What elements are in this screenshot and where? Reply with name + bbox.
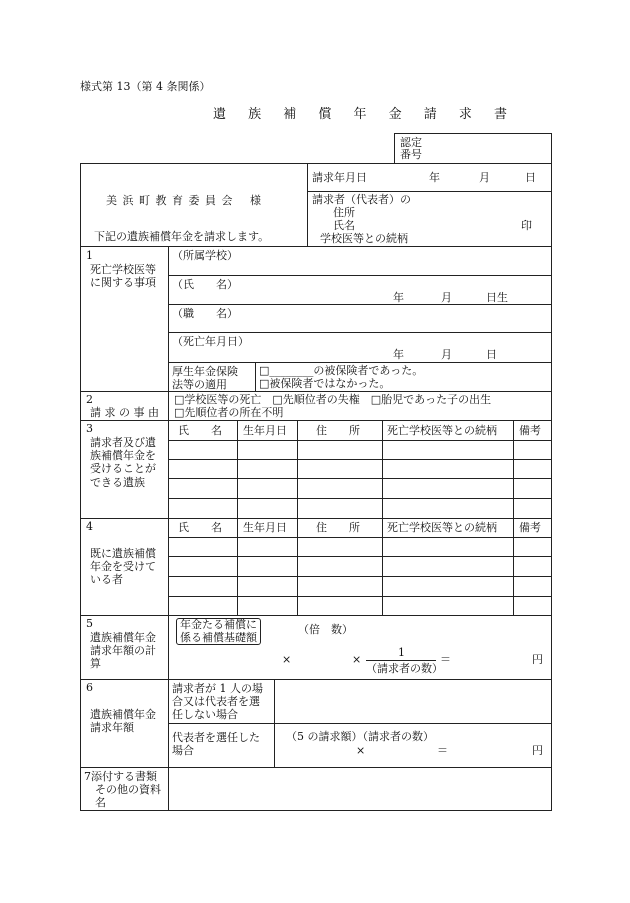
request-date-field[interactable] [370,166,549,188]
section3-title: 請求者及び遺 族補償年金を 受けることが できる遺族 [90,436,156,489]
equals-sign-5: ＝ [440,653,451,666]
form-label: 様式第 13（第 4 条関係） [80,80,211,93]
annual-amount-field[interactable] [455,650,525,670]
document-title: 遺 族 補 償 年 金 請 求 書 [213,107,517,122]
s4-header-name: 氏 名 [178,521,222,534]
job-field[interactable] [240,307,545,329]
multiplier-label: （倍 数） [298,623,353,636]
representative-formula: （5 の請求額）（請求者の数） [286,730,434,743]
section5-title: 遺族補償年金 請求年額の計 算 [90,631,156,671]
address-label: 住所 [333,206,355,219]
times-sign-6: × [356,744,366,757]
section3-number: 3 [86,422,93,435]
date-day: 日 [525,171,536,184]
reason-options-line2[interactable]: □先順位者の所在不明 [174,406,284,419]
yen-6: 円 [532,744,543,757]
equals-sign-6: ＝ [437,744,448,757]
death-year: 年 [393,348,404,361]
section6-number: 6 [86,681,93,694]
requester-name-field[interactable] [370,218,515,230]
pension-label: 厚生年金保険 法等の適用 [172,365,238,392]
s3-header-name: 氏 名 [178,424,222,437]
relation-label: 学校医等との続柄 [320,232,408,245]
times-sign-1: × [282,653,292,666]
section5-number: 5 [86,617,93,630]
representative-amount-field[interactable] [455,740,525,762]
section7-title: 7添付する書類 その他の資料 名 [84,770,161,810]
death-month: 月 [441,348,452,361]
birth-year: 年 [393,291,404,304]
s4-header-address: 住 所 [316,521,360,534]
section2-number: 2 [86,393,93,406]
fraction-numerator: 1 [398,646,405,659]
times-sign-2: × [352,653,362,666]
birth-month: 月 [441,291,452,304]
date-month: 月 [479,171,490,184]
s4-header-relation: 死亡学校医等との続柄 [387,521,497,534]
s3-header-relation: 死亡学校医等との続柄 [387,424,497,437]
deceased-name-label: （氏 名） [172,278,238,291]
request-statement: 下記の遺族補償年金を請求します。 [94,230,270,243]
job-label: （職 名） [172,307,238,320]
pension-option-not-insured[interactable]: □被保険者ではなかった。 [259,377,391,390]
single-requester-label: 請求者が 1 人の場 合又は代表者を選 任しない場合 [172,682,263,722]
request-date-label: 請求年月日 [312,171,367,184]
nintei-number-field[interactable] [430,135,549,161]
reason-options-line1[interactable]: □学校医等の死亡 □先順位者の失権 □胎児であった子の出生 [174,393,492,406]
pension-option-insured[interactable]: □________の被保険者であった。 [259,364,424,377]
death-date-field[interactable] [300,335,545,360]
date-year: 年 [429,171,440,184]
school-label: （所属学校） [172,249,238,262]
s3-header-address: 住 所 [316,424,360,437]
s4-header-remarks: 備考 [519,521,541,534]
attachments-field[interactable] [170,769,549,808]
death-day: 日 [486,348,497,361]
s3-header-birthdate: 生年月日 [243,424,287,437]
s4-header-birthdate: 生年月日 [243,521,287,534]
fraction-bar [366,660,436,661]
section6-title: 遺族補償年金 請求年額 [90,708,156,735]
name-label: 氏名 [333,219,355,232]
bango-label: 番号 [400,148,422,161]
section1-title: 死亡学校医等 に関する事項 [90,263,156,290]
section4-title: 既に遺族補償 年金を受けて いる者 [90,547,156,587]
fraction-denominator: （請求者の数） [366,662,443,675]
nintei-label: 認定 [400,136,422,149]
s4-table-body[interactable] [170,539,549,613]
addressee: 美 浜 町 教 育 委 員 会 様 [106,194,262,207]
requester-address-field[interactable] [370,205,515,217]
representative-label: 代表者を選任した 場合 [172,731,260,758]
seal-mark: 印 [521,219,532,232]
requester-label: 請求者（代表者）の [312,193,411,206]
section4-number: 4 [86,520,93,533]
death-date-label: （死亡年月日） [172,335,249,348]
yen-5: 円 [532,653,543,666]
school-field[interactable] [240,250,545,272]
s3-table-body[interactable] [170,442,549,516]
single-requester-amount-field[interactable] [277,681,549,721]
s3-header-remarks: 備考 [519,424,541,437]
section2-title: 請 求 の 事 由 [90,406,159,419]
deceased-name-field[interactable] [240,278,545,302]
compensation-basis-bracket: 年金たる補償に 係る補償基礎額 [176,618,261,645]
requester-relation-field[interactable] [420,231,545,243]
section1-number: 1 [86,249,93,262]
birth-suffix: 日生 [486,291,508,304]
